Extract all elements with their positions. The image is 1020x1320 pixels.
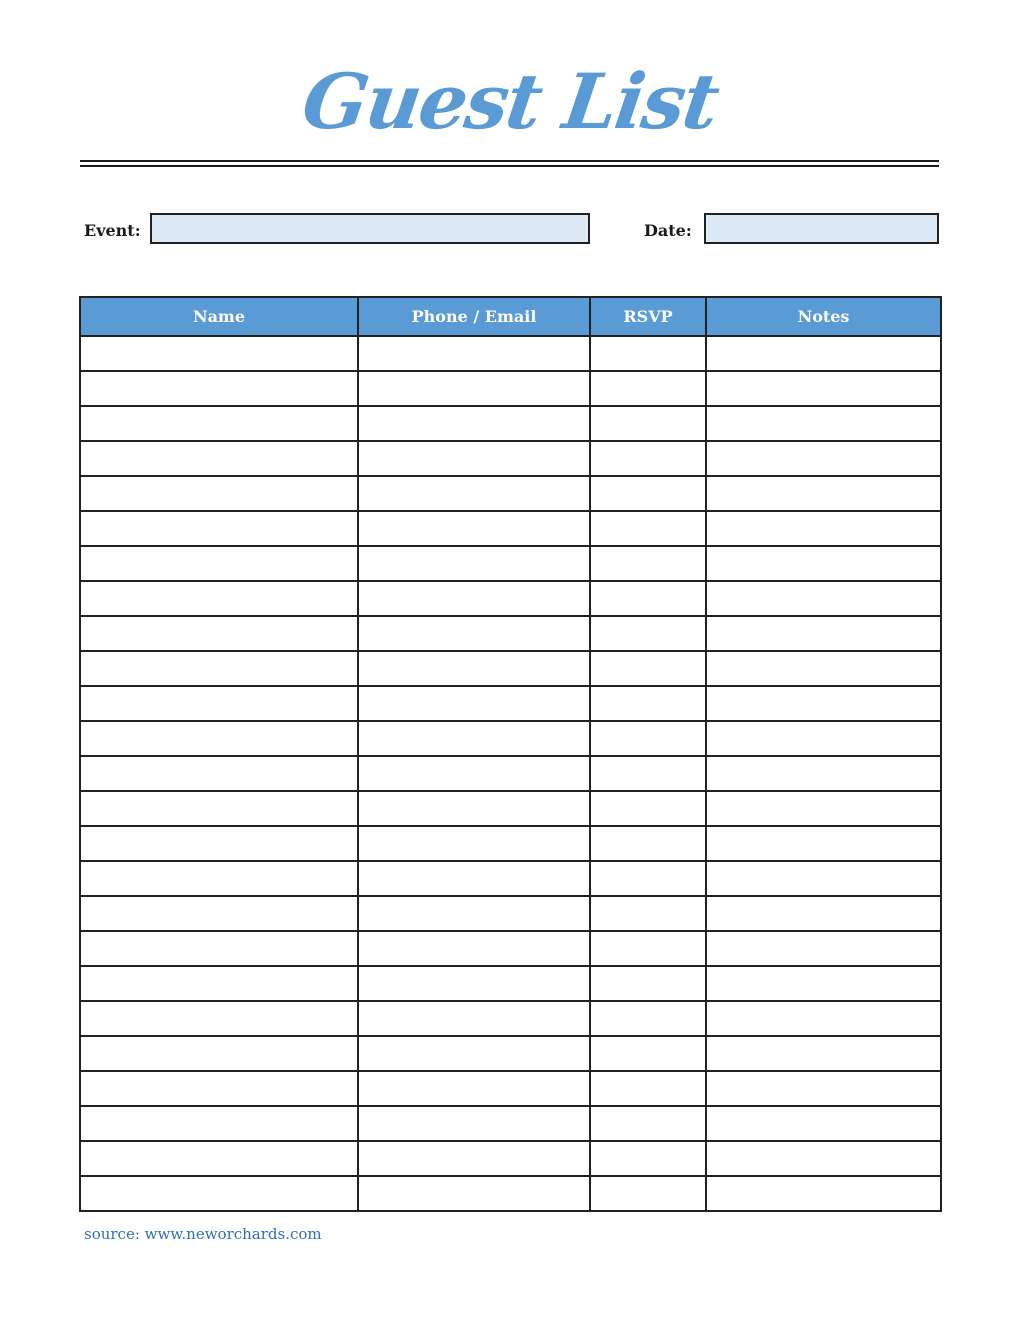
rsvp-cell[interactable] <box>590 371 706 406</box>
rsvp-cell[interactable] <box>590 896 706 931</box>
table-row <box>80 966 941 1001</box>
event-label: Event: <box>84 221 141 240</box>
notes-cell[interactable] <box>706 1106 941 1141</box>
name-cell[interactable] <box>80 721 358 756</box>
rsvp-cell[interactable] <box>590 336 706 371</box>
rsvp-cell[interactable] <box>590 1106 706 1141</box>
rsvp-cell[interactable] <box>590 686 706 721</box>
phone-email-cell[interactable] <box>358 1071 590 1106</box>
rsvp-cell[interactable] <box>590 1176 706 1211</box>
notes-cell[interactable] <box>706 476 941 511</box>
phone-email-cell[interactable] <box>358 721 590 756</box>
rsvp-cell[interactable] <box>590 1001 706 1036</box>
phone-email-cell[interactable] <box>358 1106 590 1141</box>
name-cell[interactable] <box>80 616 358 651</box>
table-row <box>80 791 941 826</box>
table-row <box>80 441 941 476</box>
notes-cell[interactable] <box>706 826 941 861</box>
notes-cell[interactable] <box>706 931 941 966</box>
name-cell[interactable] <box>80 336 358 371</box>
title-divider-top <box>80 160 939 162</box>
table-row <box>80 546 941 581</box>
name-cell[interactable] <box>80 476 358 511</box>
notes-cell[interactable] <box>706 371 941 406</box>
phone-email-cell[interactable] <box>358 651 590 686</box>
source-credit: source: www.neworchards.com <box>84 1225 322 1243</box>
table-row <box>80 1001 941 1036</box>
guest-rows <box>80 336 941 1211</box>
notes-cell[interactable] <box>706 651 941 686</box>
notes-cell[interactable] <box>706 966 941 1001</box>
table-row <box>80 581 941 616</box>
table-row <box>80 896 941 931</box>
table-row <box>80 721 941 756</box>
notes-cell[interactable] <box>706 406 941 441</box>
table-row <box>80 686 941 721</box>
phone-email-cell[interactable] <box>358 1036 590 1071</box>
name-cell[interactable] <box>80 406 358 441</box>
rsvp-cell[interactable] <box>590 441 706 476</box>
rsvp-cell[interactable] <box>590 826 706 861</box>
rsvp-cell[interactable] <box>590 966 706 1001</box>
rsvp-cell[interactable] <box>590 546 706 581</box>
name-cell[interactable] <box>80 441 358 476</box>
name-cell[interactable] <box>80 861 358 896</box>
table-row <box>80 826 941 861</box>
table-row <box>80 756 941 791</box>
rsvp-cell[interactable] <box>590 721 706 756</box>
phone-email-cell[interactable] <box>358 476 590 511</box>
rsvp-cell[interactable] <box>590 476 706 511</box>
table-row <box>80 1071 941 1106</box>
rsvp-cell[interactable] <box>590 756 706 791</box>
name-cell[interactable] <box>80 896 358 931</box>
phone-email-cell[interactable] <box>358 686 590 721</box>
notes-cell[interactable] <box>706 1071 941 1106</box>
notes-cell[interactable] <box>706 546 941 581</box>
table-row <box>80 616 941 651</box>
phone-email-cell[interactable] <box>358 546 590 581</box>
phone-email-cell[interactable] <box>358 931 590 966</box>
name-cell[interactable] <box>80 1141 358 1176</box>
notes-cell[interactable] <box>706 791 941 826</box>
table-row <box>80 931 941 966</box>
notes-cell[interactable] <box>706 861 941 896</box>
table-row <box>80 511 941 546</box>
table-row <box>80 1106 941 1141</box>
phone-email-cell[interactable] <box>358 581 590 616</box>
notes-cell[interactable] <box>706 721 941 756</box>
column-header-phone-email: Phone / Email <box>358 297 590 336</box>
date-label: Date: <box>644 221 692 240</box>
rsvp-cell[interactable] <box>590 1071 706 1106</box>
table-row <box>80 1176 941 1211</box>
date-field[interactable] <box>704 213 939 244</box>
name-cell[interactable] <box>80 931 358 966</box>
column-header-notes: Notes <box>706 297 941 336</box>
name-cell[interactable] <box>80 791 358 826</box>
name-cell[interactable] <box>80 966 358 1001</box>
phone-email-cell[interactable] <box>358 406 590 441</box>
rsvp-cell[interactable] <box>590 861 706 896</box>
table-row <box>80 1141 941 1176</box>
rsvp-cell[interactable] <box>590 406 706 441</box>
phone-email-cell[interactable] <box>358 1001 590 1036</box>
phone-email-cell[interactable] <box>358 616 590 651</box>
notes-cell[interactable] <box>706 581 941 616</box>
notes-cell[interactable] <box>706 1036 941 1071</box>
name-cell[interactable] <box>80 1001 358 1036</box>
name-cell[interactable] <box>80 581 358 616</box>
name-cell[interactable] <box>80 371 358 406</box>
phone-email-cell[interactable] <box>358 371 590 406</box>
name-cell[interactable] <box>80 1036 358 1071</box>
rsvp-cell[interactable] <box>590 1036 706 1071</box>
phone-email-cell[interactable] <box>358 756 590 791</box>
name-cell[interactable] <box>80 686 358 721</box>
notes-cell[interactable] <box>706 616 941 651</box>
name-cell[interactable] <box>80 546 358 581</box>
table-row <box>80 371 941 406</box>
title-divider-bottom <box>80 165 939 167</box>
phone-email-cell[interactable] <box>358 791 590 826</box>
rsvp-cell[interactable] <box>590 1141 706 1176</box>
column-header-name: Name <box>80 297 358 336</box>
guest-table <box>79 296 942 1212</box>
notes-cell[interactable] <box>706 511 941 546</box>
table-row <box>80 1036 941 1071</box>
event-field[interactable] <box>150 213 590 244</box>
notes-cell[interactable] <box>706 686 941 721</box>
notes-cell[interactable] <box>706 1001 941 1036</box>
name-cell[interactable] <box>80 511 358 546</box>
notes-cell[interactable] <box>706 1141 941 1176</box>
notes-cell[interactable] <box>706 1176 941 1211</box>
rsvp-cell[interactable] <box>590 931 706 966</box>
phone-email-cell[interactable] <box>358 1176 590 1211</box>
rsvp-cell[interactable] <box>590 791 706 826</box>
page-title: Guest List <box>297 57 723 146</box>
rsvp-cell[interactable] <box>590 616 706 651</box>
table-row <box>80 336 941 371</box>
column-header-rsvp: RSVP <box>590 297 706 336</box>
phone-email-cell[interactable] <box>358 1141 590 1176</box>
phone-email-cell[interactable] <box>358 336 590 371</box>
name-cell[interactable] <box>80 651 358 686</box>
phone-email-cell[interactable] <box>358 441 590 476</box>
table-row <box>80 406 941 441</box>
notes-cell[interactable] <box>706 441 941 476</box>
rsvp-cell[interactable] <box>590 581 706 616</box>
table-header-row <box>80 297 941 336</box>
phone-email-cell[interactable] <box>358 896 590 931</box>
name-cell[interactable] <box>80 756 358 791</box>
notes-cell[interactable] <box>706 756 941 791</box>
phone-email-cell[interactable] <box>358 861 590 896</box>
notes-cell[interactable] <box>706 336 941 371</box>
table-row <box>80 476 941 511</box>
notes-cell[interactable] <box>706 896 941 931</box>
rsvp-cell[interactable] <box>590 651 706 686</box>
name-cell[interactable] <box>80 1176 358 1211</box>
rsvp-cell[interactable] <box>590 511 706 546</box>
phone-email-cell[interactable] <box>358 511 590 546</box>
name-cell[interactable] <box>80 1071 358 1106</box>
table-row <box>80 651 941 686</box>
phone-email-cell[interactable] <box>358 826 590 861</box>
name-cell[interactable] <box>80 826 358 861</box>
name-cell[interactable] <box>80 1106 358 1141</box>
phone-email-cell[interactable] <box>358 966 590 1001</box>
table-row <box>80 861 941 896</box>
